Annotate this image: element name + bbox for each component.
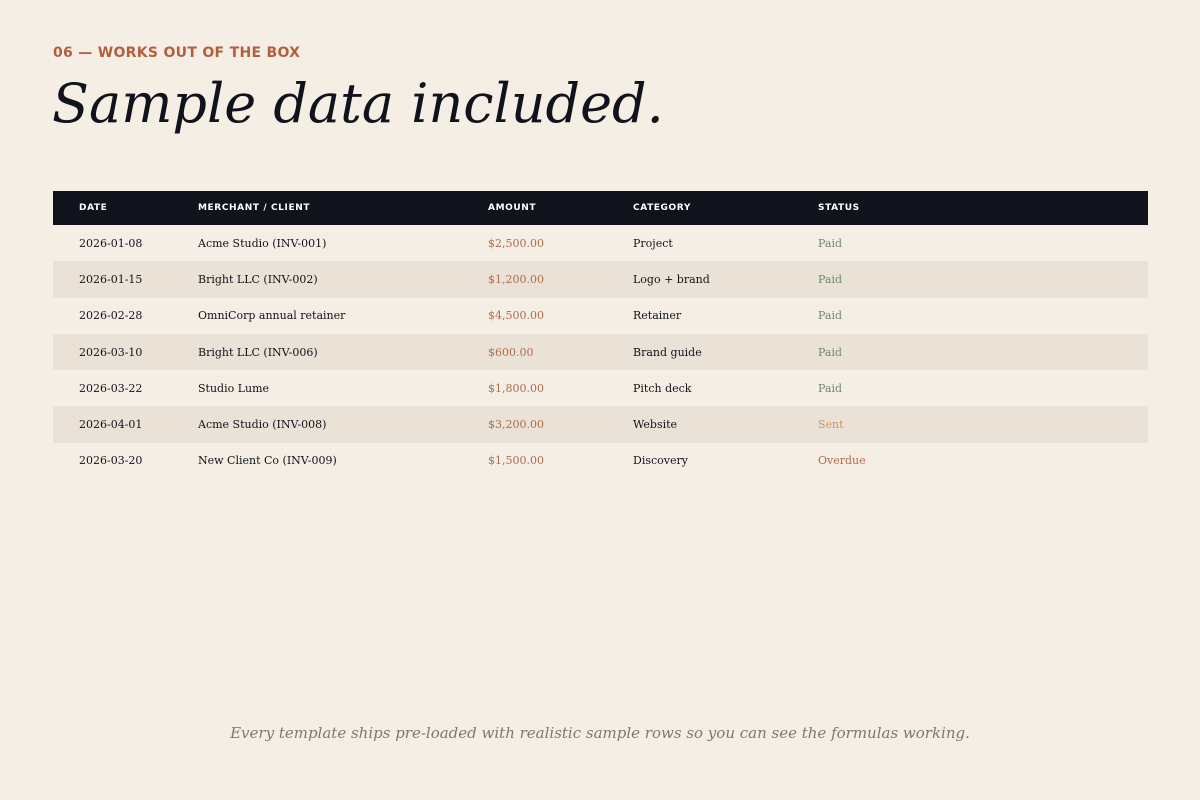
cell-status: Paid [818,272,843,286]
cell-date: 2026-02-28 [79,309,143,323]
table-row [53,225,1148,261]
cell-merchant: New Client Co (INV-009) [198,454,337,468]
table-row [53,261,1148,297]
cell-date: 2026-04-01 [79,418,143,432]
cell-status: Paid [818,236,843,250]
cell-category: Retainer [633,309,682,323]
cell-amount: $3,200.00 [488,418,544,432]
cell-status: Paid [818,309,843,323]
cell-category: Project [633,236,673,250]
cell-status: Paid [818,345,843,359]
cell-amount: $4,500.00 [488,309,544,323]
cell-merchant: Studio Lume [198,381,270,395]
cell-amount: $1,500.00 [488,454,544,468]
cell-date: 2026-03-22 [79,381,143,395]
cell-date: 2026-01-15 [79,272,143,286]
cell-category: Brand guide [633,345,702,359]
cell-merchant: Bright LLC (INV-002) [198,272,318,286]
cell-date: 2026-03-10 [79,345,143,359]
cell-category: Discovery [633,454,688,468]
cell-amount: $2,500.00 [488,236,544,250]
table-row [53,406,1148,442]
table-row [53,334,1148,370]
table-row [53,370,1148,406]
cell-category: Logo + brand [633,272,710,286]
cell-amount: $600.00 [488,345,534,359]
cell-amount: $1,200.00 [488,272,544,286]
cell-category: Pitch deck [633,381,692,395]
table-row [53,298,1148,334]
cell-merchant: Bright LLC (INV-006) [198,345,318,359]
sample-data-table [53,191,1148,479]
cell-merchant: Acme Studio (INV-008) [198,418,327,432]
footer-caption: Every template ships pre-loaded with realistic sample rows so you can see the formulas working. [230,724,970,742]
cell-date: 2026-01-08 [79,236,143,250]
cell-merchant: OmniCorp annual retainer [198,309,346,323]
column-header-merchant: MERCHANT / CLIENT [198,203,311,213]
section-eyebrow: 06 — WORKS OUT OF THE BOX [53,45,301,61]
cell-status: Overdue [818,454,866,468]
column-header-status: STATUS [818,203,860,213]
cell-merchant: Acme Studio (INV-001) [198,236,327,250]
table-row [53,443,1148,479]
cell-amount: $1,800.00 [488,381,544,395]
page-title: Sample data included. [52,72,664,135]
column-header-category: CATEGORY [633,203,691,213]
column-header-date: DATE [79,203,108,213]
table-header-row [53,191,1148,225]
cell-status: Paid [818,381,843,395]
cell-status: Sent [818,418,844,432]
column-header-amount: AMOUNT [488,203,537,213]
cell-category: Website [633,418,678,432]
cell-date: 2026-03-20 [79,454,143,468]
